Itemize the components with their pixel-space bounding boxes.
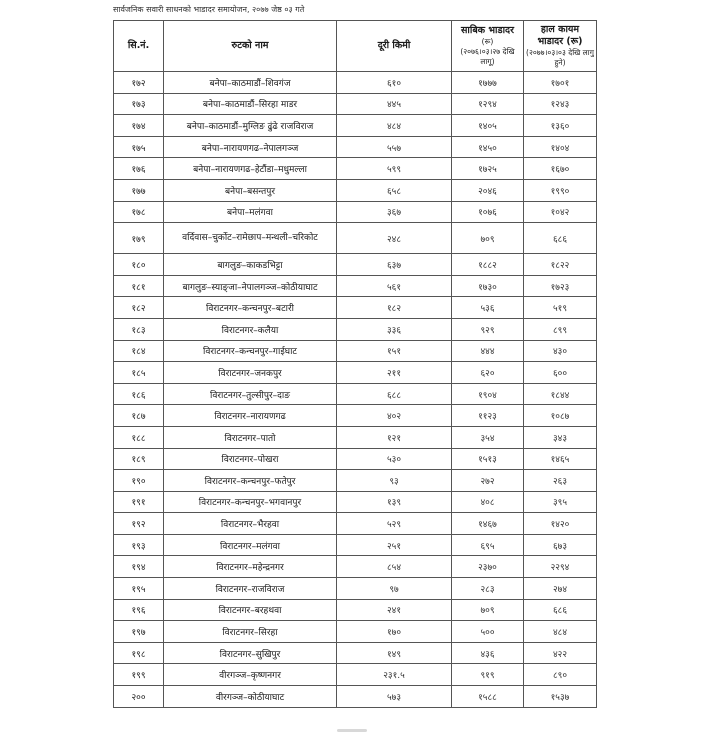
row-old-fare: १४६७ <box>452 513 524 535</box>
table-row <box>114 136 597 158</box>
row-route-name: विराटनगर–कन्चनपुर–बटारी <box>164 297 337 319</box>
header-sn: सि.नं. <box>114 21 164 72</box>
row-distance: ३६७ <box>337 201 452 223</box>
row-serial-number: १९२ <box>114 513 164 535</box>
table-row <box>114 664 597 686</box>
row-distance: ६८८ <box>337 383 452 405</box>
row-new-fare: १०४२ <box>524 201 597 223</box>
row-distance: ५९९ <box>337 158 452 180</box>
row-distance: ५५७ <box>337 136 452 158</box>
row-distance: ५३० <box>337 448 452 470</box>
row-old-fare: १२९४ <box>452 93 524 115</box>
row-new-fare: १७२३ <box>524 275 597 297</box>
row-distance: ४४५ <box>337 93 452 115</box>
row-route-name: विराटनगर–कन्चनपुर–गाईघाट <box>164 340 337 362</box>
row-distance: ९३ <box>337 470 452 492</box>
header-new-fare <box>524 21 597 72</box>
row-route-name: विराटनगर–पातो <box>164 426 337 448</box>
row-route-name: विराटनगर–सिरहा <box>164 621 337 643</box>
row-route-name: विराटनगर–मलंगवा <box>164 534 337 556</box>
row-distance: ६१० <box>337 72 452 94</box>
row-serial-number: १७३ <box>114 93 164 115</box>
row-new-fare: २६३ <box>524 470 597 492</box>
row-serial-number: १७२ <box>114 72 164 94</box>
row-serial-number: १८३ <box>114 318 164 340</box>
row-route-name: वीरगञ्ज–कोठीयाघाट <box>164 686 337 708</box>
row-distance: १३९ <box>337 491 452 513</box>
table-row <box>114 362 597 384</box>
row-route-name: बनेपा–बसन्तपुर <box>164 179 337 201</box>
row-old-fare: २७२ <box>452 470 524 492</box>
row-serial-number: १९० <box>114 470 164 492</box>
table-row <box>114 72 597 94</box>
row-route-name: बनेपा–नारायणगढ–हेटौंडा–मधुमल्ला <box>164 158 337 180</box>
row-new-fare: १८२२ <box>524 254 597 276</box>
row-old-fare: १८८२ <box>452 254 524 276</box>
row-route-name: विराटनगर–बरहथवा <box>164 599 337 621</box>
header-old-fare <box>452 21 524 72</box>
table-row <box>114 275 597 297</box>
row-distance: २११ <box>337 362 452 384</box>
page-title: सार्वजनिक सवारी साधनको भाडादर समायोजन, २०७७ जेष्ठ ०३ गते <box>113 5 305 14</box>
row-distance: ५२९ <box>337 513 452 535</box>
table-row <box>114 93 597 115</box>
row-route-name: विराटनगर–कन्चनपुर–फतेपुर <box>164 470 337 492</box>
row-route-name: विराटनगर–भैरहवा <box>164 513 337 535</box>
row-serial-number: १९६ <box>114 599 164 621</box>
table-header-row <box>114 21 597 72</box>
row-route-name: बनेपा–काठमाडौं–मुग्लिङ ढुंढे राजविराज <box>164 115 337 137</box>
row-serial-number: १९३ <box>114 534 164 556</box>
row-route-name: विराटनगर–पोखरा <box>164 448 337 470</box>
row-new-fare: १६७० <box>524 158 597 180</box>
table-row <box>114 254 597 276</box>
row-new-fare: १३६० <box>524 115 597 137</box>
row-serial-number: १९१ <box>114 491 164 513</box>
row-old-fare: १५१३ <box>452 448 524 470</box>
row-serial-number: १८२ <box>114 297 164 319</box>
row-new-fare: १४०४ <box>524 136 597 158</box>
row-serial-number: १९७ <box>114 621 164 643</box>
table-row <box>114 534 597 556</box>
row-route-name: विराटनगर–नारायणगढ <box>164 405 337 427</box>
table-row <box>114 621 597 643</box>
row-old-fare: ११२३ <box>452 405 524 427</box>
row-new-fare: ५१९ <box>524 297 597 319</box>
row-old-fare: ६९५ <box>452 534 524 556</box>
header-old-fare-title: साबिक भाडादर <box>461 25 514 36</box>
row-new-fare: ४२२ <box>524 642 597 664</box>
row-distance: २४८ <box>337 223 452 254</box>
table-row <box>114 223 597 254</box>
row-serial-number: १८७ <box>114 405 164 427</box>
row-serial-number: १८९ <box>114 448 164 470</box>
row-new-fare: १९९० <box>524 179 597 201</box>
row-route-name: विराटनगर–महेन्द्रनगर <box>164 556 337 578</box>
row-serial-number: १८४ <box>114 340 164 362</box>
row-old-fare: १४५० <box>452 136 524 158</box>
table-row <box>114 599 597 621</box>
row-distance: ५६१ <box>337 275 452 297</box>
header-new-fare-note: (२०७७।०३।०३ देखि लागु हुने) <box>526 48 594 67</box>
row-distance: ८५४ <box>337 556 452 578</box>
row-distance: १८२ <box>337 297 452 319</box>
row-new-fare: ४८४ <box>524 621 597 643</box>
row-new-fare: २७४ <box>524 578 597 600</box>
row-distance: २५१ <box>337 534 452 556</box>
row-route-name: विराटनगर–कन्चनपुर–भगवानपुर <box>164 491 337 513</box>
row-new-fare: १२४३ <box>524 93 597 115</box>
row-old-fare: ५३६ <box>452 297 524 319</box>
row-serial-number: १८८ <box>114 426 164 448</box>
table-row <box>114 318 597 340</box>
table-row <box>114 686 597 708</box>
row-route-name: बनेपा–मलंगवा <box>164 201 337 223</box>
row-distance: ३३६ <box>337 318 452 340</box>
row-new-fare: ६८६ <box>524 599 597 621</box>
table-row <box>114 578 597 600</box>
row-route-name: बनेपा–काठमाडौं–सिरहा माडर <box>164 93 337 115</box>
row-old-fare: ९२९ <box>452 318 524 340</box>
table-row <box>114 158 597 180</box>
row-new-fare: ३४३ <box>524 426 597 448</box>
row-distance: ५७३ <box>337 686 452 708</box>
table-row <box>114 642 597 664</box>
row-distance: २३१.५ <box>337 664 452 686</box>
table-row <box>114 115 597 137</box>
row-old-fare: १७३० <box>452 275 524 297</box>
row-distance: ४०२ <box>337 405 452 427</box>
row-distance: ६५८ <box>337 179 452 201</box>
row-serial-number: २०० <box>114 686 164 708</box>
row-distance: १२१ <box>337 426 452 448</box>
row-route-name: बनेपा–नारायणगढ–नेपालगञ्ज <box>164 136 337 158</box>
row-route-name: वर्दिवास–चुर्कोट–रामेछाप–मन्थली–चरिकोट <box>164 223 337 254</box>
row-serial-number: १७४ <box>114 115 164 137</box>
row-new-fare: ८९० <box>524 664 597 686</box>
row-new-fare: ४३० <box>524 340 597 362</box>
row-serial-number: १८० <box>114 254 164 276</box>
row-route-name: वीरगञ्ज–कृष्णनगर <box>164 664 337 686</box>
header-new-fare-title2: भाडादर (रू) <box>537 36 583 47</box>
table-row <box>114 405 597 427</box>
row-new-fare: ६०० <box>524 362 597 384</box>
row-old-fare: १९०४ <box>452 383 524 405</box>
table-row <box>114 340 597 362</box>
table-row <box>114 297 597 319</box>
row-old-fare: २८३ <box>452 578 524 600</box>
row-new-fare: १५३७ <box>524 686 597 708</box>
row-new-fare: २२९४ <box>524 556 597 578</box>
row-distance: १५१ <box>337 340 452 362</box>
table-row <box>114 491 597 513</box>
row-serial-number: १७७ <box>114 179 164 201</box>
row-old-fare: १७७७ <box>452 72 524 94</box>
row-serial-number: १९९ <box>114 664 164 686</box>
row-old-fare: १४०५ <box>452 115 524 137</box>
header-new-fare-title: हाल कायम <box>540 24 580 35</box>
row-new-fare: १८४४ <box>524 383 597 405</box>
row-serial-number: १७८ <box>114 201 164 223</box>
header-distance: दूरी किमी <box>337 21 452 72</box>
row-old-fare: ५०० <box>452 621 524 643</box>
table-row <box>114 426 597 448</box>
row-old-fare: १०७६ <box>452 201 524 223</box>
row-serial-number: १८६ <box>114 383 164 405</box>
row-route-name: विराटनगर–तुल्सीपुर–दाङ <box>164 383 337 405</box>
row-old-fare: ९१९ <box>452 664 524 686</box>
row-serial-number: १७५ <box>114 136 164 158</box>
header-old-fare-sub: (रू) <box>481 37 494 46</box>
row-new-fare: १०८७ <box>524 405 597 427</box>
row-new-fare: १४२० <box>524 513 597 535</box>
row-serial-number: १९४ <box>114 556 164 578</box>
table-row <box>114 201 597 223</box>
row-serial-number: १९८ <box>114 642 164 664</box>
table-row <box>114 383 597 405</box>
row-new-fare: ६८६ <box>524 223 597 254</box>
table-row <box>114 179 597 201</box>
row-serial-number: १८१ <box>114 275 164 297</box>
header-old-fare-note: (२०७६।०३।२७ देखि लागू) <box>460 47 515 66</box>
row-serial-number: १८५ <box>114 362 164 384</box>
row-old-fare: ३५४ <box>452 426 524 448</box>
row-distance: ६३७ <box>337 254 452 276</box>
row-route-name: विराटनगर–जनकपुर <box>164 362 337 384</box>
table-row <box>114 556 597 578</box>
row-new-fare: ६७३ <box>524 534 597 556</box>
row-old-fare: २३७० <box>452 556 524 578</box>
row-route-name: विराटनगर–सुखिपुर <box>164 642 337 664</box>
header-route: रुटको नाम <box>164 21 337 72</box>
row-old-fare: ४३६ <box>452 642 524 664</box>
row-old-fare: १५८८ <box>452 686 524 708</box>
page-scroll-mark <box>337 729 367 732</box>
table-row <box>114 448 597 470</box>
row-route-name: बनेपा–काठमाडौं–शिवगंज <box>164 72 337 94</box>
row-distance: ४८४ <box>337 115 452 137</box>
row-route-name: विराटनगर–कलैया <box>164 318 337 340</box>
row-new-fare: १४६५ <box>524 448 597 470</box>
row-route-name: बागलुङ–काकडभिट्टा <box>164 254 337 276</box>
row-serial-number: १९५ <box>114 578 164 600</box>
row-serial-number: १७९ <box>114 223 164 254</box>
row-route-name: बागलुङ–स्याङ्जा–नेपालगञ्ज–कोठीयाघाट <box>164 275 337 297</box>
row-old-fare: ७०९ <box>452 223 524 254</box>
fare-table <box>113 20 597 708</box>
row-old-fare: ७०९ <box>452 599 524 621</box>
row-distance: १७० <box>337 621 452 643</box>
table-body <box>114 72 597 708</box>
row-new-fare: ३९५ <box>524 491 597 513</box>
row-new-fare: १७०१ <box>524 72 597 94</box>
row-old-fare: ६२० <box>452 362 524 384</box>
table-row <box>114 470 597 492</box>
row-serial-number: १७६ <box>114 158 164 180</box>
row-distance: २४१ <box>337 599 452 621</box>
row-old-fare: ४०८ <box>452 491 524 513</box>
row-old-fare: २०४६ <box>452 179 524 201</box>
row-old-fare: ४४४ <box>452 340 524 362</box>
row-old-fare: १७२५ <box>452 158 524 180</box>
row-distance: ९७ <box>337 578 452 600</box>
table-row <box>114 513 597 535</box>
row-route-name: विराटनगर–राजविराज <box>164 578 337 600</box>
row-new-fare: ८९९ <box>524 318 597 340</box>
row-distance: १४९ <box>337 642 452 664</box>
